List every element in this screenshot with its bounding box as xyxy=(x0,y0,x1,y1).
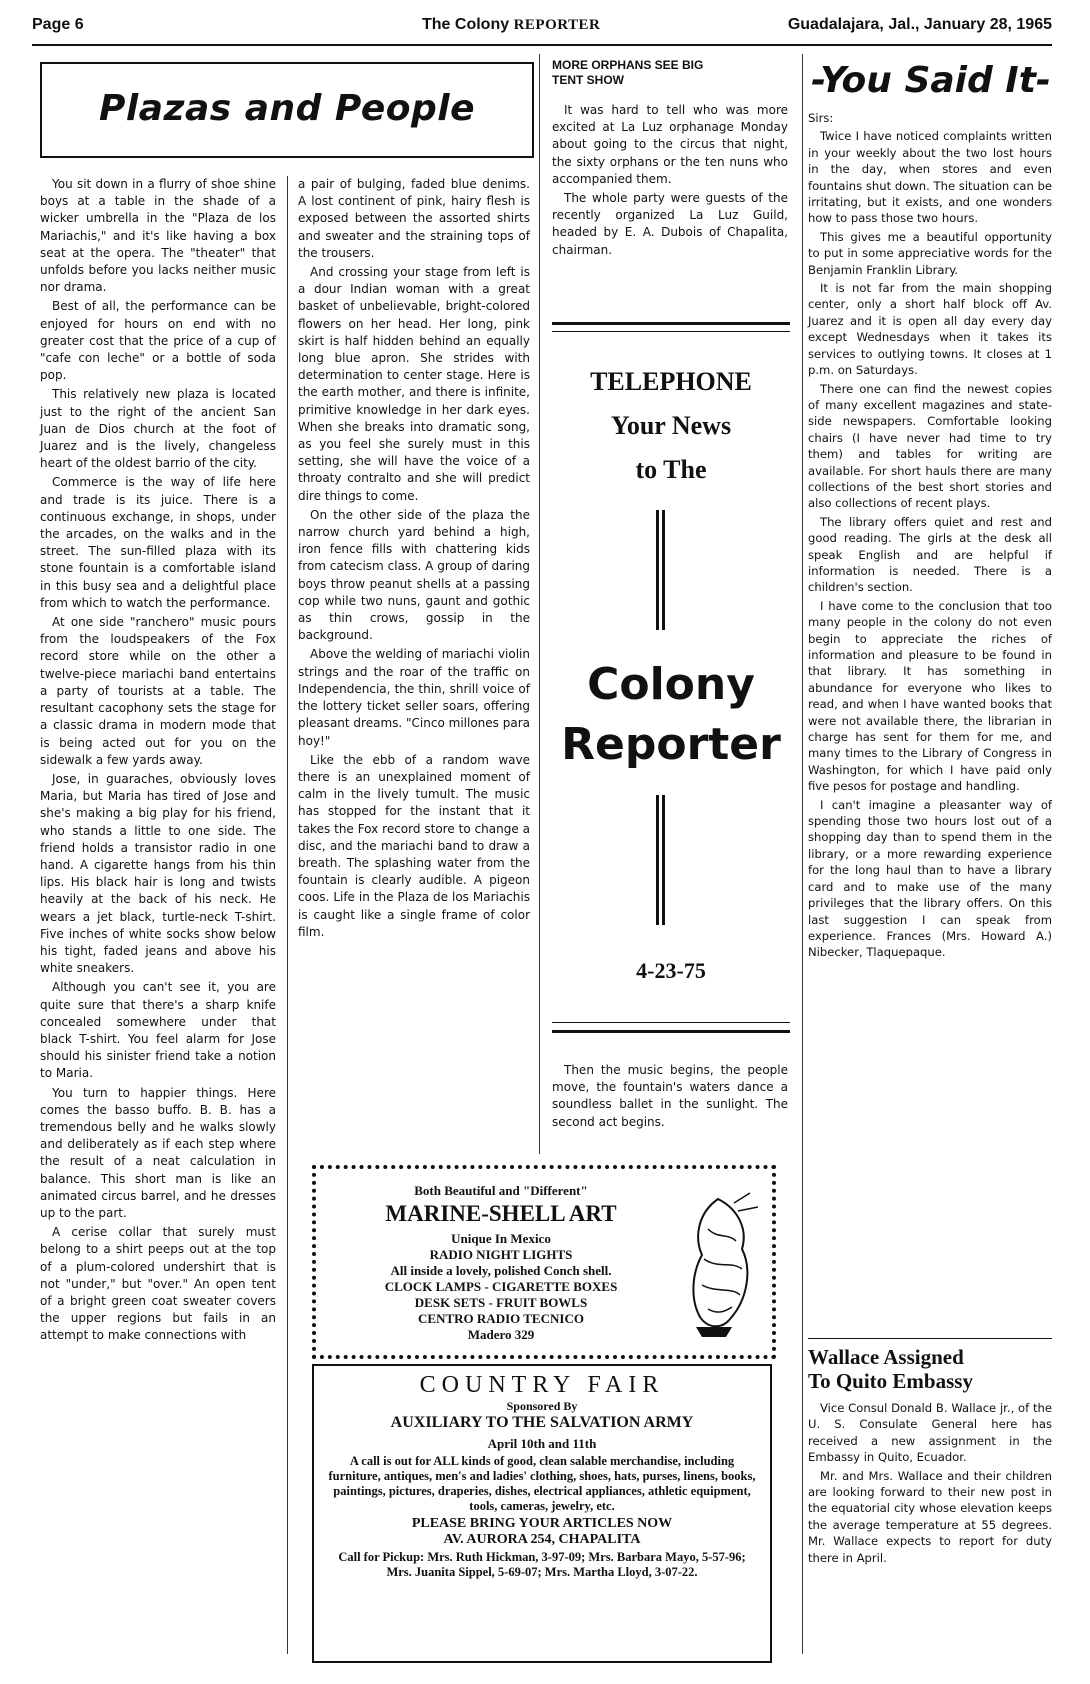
marine-line: DESK SETS - FRUIT BOWLS xyxy=(414,1295,588,1310)
paragraph: Mr. and Mrs. Wallace and their children are looking forward to their new post in the equatorial city whose elevation keeps the average temperature at 55 degrees. Mr. Wallace expects to report for duty there in April. xyxy=(808,1468,1052,1565)
paragraph: It is not far from the main shopping center, only a short half block off Av. Juarez and it is open all day every day except Wednesdays when it takes its services to outlying towns. It closes at 1 p.m. on Saturdays. xyxy=(808,281,1052,378)
paragraph: a pair of bulging, faded blue denims. A lost continent of pink, hairy flesh is exposed between the assorted shirts and sweater and the straining tops of the trousers. xyxy=(298,177,530,260)
marine-lines xyxy=(316,1231,686,1343)
marine-line: CENTRO RADIO TECNICO xyxy=(418,1311,584,1326)
plazas-column-1 xyxy=(40,176,276,1345)
fair-pickup: Call for Pickup: Mrs. Ruth Hickman, 3-97-09; Mrs. Barbara Mayo, 5-57-96; Mrs. Juanita Sippel, 5-69-07; Mrs. Martha Lloyd, 3-07-22. xyxy=(338,1550,746,1579)
page-header xyxy=(32,14,1052,42)
paragraph: Although you can't see it, you are quite sure that there's a sharp knife concealed somewhere under that black T-shirt. You feel alarm for Jose should his sinister friend take a notion to Maria. xyxy=(40,980,276,1081)
marine-line: RADIO NIGHT LIGHTS xyxy=(429,1247,573,1262)
paragraph: Vice Consul Donald B. Wallace jr., of the U. S. Consulate General here has received a new assignment in the Embassy in Quito, Ecuador. xyxy=(808,1401,1052,1465)
fair-title: COUNTRY FAIR xyxy=(419,1372,665,1398)
paragraph: There one can find the newest copies of many excellent magazines and state-side newspapers. Comfortable looking chairs (I have never had time to try them) and tables for writing are available. For short hauls there are many collections of the best short stories and also collections of recent plays. xyxy=(808,381,1052,511)
paragraph: On the other side of the plaza the narrow church yard behind a high, iron fence fills with chattering kids from catecism class. A group of daring boys throw peanut shells at a passing cop while two nuns, gaunt and gothic as thin crows, gossip in the background. xyxy=(298,507,530,643)
you-said-it-letter xyxy=(808,110,1052,961)
paragraph: I have come to the conclusion that too many people in the colony do not even begin to appreciate the riches of information and pleasure to be found in that library. It has something in abundance for everyone who likes to read, and when I have wanted books that were not available there, the librarian in charge has sent for them for me, and many times to the Library of Congress in Washington, for which I have paid only five pesos for postage and handling. xyxy=(808,598,1052,794)
paragraph: The library offers quiet and rest and good reading. The girls at the desk all speak English and are helpful if information is needed. There is a children's section. xyxy=(808,514,1052,595)
tel-line-3: to The xyxy=(635,455,707,484)
ad-top-rule xyxy=(552,322,790,325)
paragraph: This gives me a beautiful opportunity to put in some appreciative words for the Benjamin Franklin Library. xyxy=(808,229,1052,277)
marine-tagline: Both Beautiful and "Different" xyxy=(414,1183,588,1198)
wallace-story xyxy=(808,1400,1052,1566)
telephone-ad xyxy=(548,360,794,492)
tel-line-2: Your News xyxy=(610,411,732,440)
column-divider xyxy=(287,176,288,1654)
paragraph: Jose, in guaraches, obviously loves Maria, but Maria has tired of Jose and she's making a big play for his friend, who stands a little to one side. The friend holds a transistor radio in one hand. A cigarette hangs from his thin lips. His black hair is long and twists heavily at the back of his neck. He wears a jet black, turtle-neck T-shirt. Five inches of white socks show below his tight, faded jeans and above his white sneakers. xyxy=(40,771,276,976)
paper-title xyxy=(422,16,600,34)
decorative-bars xyxy=(656,795,668,925)
ad-top-rule xyxy=(552,331,790,332)
plazas-title: Plazas and People xyxy=(98,88,476,129)
fair-sponsored: Sponsored By xyxy=(506,1399,578,1413)
paragraph: Twice I have noticed complaints written in your weekly about the two lost hours in the day, when stores and even fountains shut down. The situation can be irritating, but it exists, and one wonders how to pass those two hours. xyxy=(808,129,1052,226)
ad-bottom-rule xyxy=(552,1022,790,1023)
paper-title-prefix: The Colony xyxy=(422,16,514,33)
telephone-ad-number-wrap xyxy=(548,958,794,984)
fair-address: AV. AURORA 254, CHAPALITA xyxy=(443,1532,641,1547)
telephone-number: 4-23-75 xyxy=(636,958,706,983)
page-number: Page 6 xyxy=(32,16,84,33)
paragraph: You sit down in a flurry of shoe shine boys at a table in the shade of a wicker umbrella in the "Plaza de los Mariachis," and it's like having a box seat at the opera. The "theater" that unfolds before you lacks neither music nor drama. xyxy=(40,177,276,295)
paragraph: You turn to happier things. Here comes the basso buffo. B. B. has a tremendous belly and he walks slowly and deliberately as if each step where the result of a neat calculation in balance. This short man is like an animated circus barrel, and he dresses up to the part. xyxy=(40,1085,276,1220)
country-fair-ad xyxy=(312,1364,772,1663)
column-divider xyxy=(802,54,803,1654)
plazas-column-2 xyxy=(298,176,530,941)
fair-bring: PLEASE BRING YOUR ARTICLES NOW xyxy=(411,1516,673,1531)
marine-name: MARINE-SHELL ART xyxy=(385,1201,617,1226)
wallace-headline-2: To Quito Embassy xyxy=(808,1369,973,1393)
colony-logo: Colony xyxy=(587,659,755,710)
paragraph: A cerise collar that surely must belong to a shirt peeps out at the top of a plum-colored undershirt that is not "under," but "over." An open tent of a bright green coat sweater covers the upper regions but fails in an attempt to make connections with xyxy=(40,1225,276,1343)
wallace-headline xyxy=(808,1345,1054,1393)
orphans-story xyxy=(552,102,788,259)
fair-org: AUXILIARY TO THE SALVATION ARMY xyxy=(390,1414,694,1431)
tel-line-1: TELEPHONE xyxy=(590,367,752,396)
orphans-headline: MORE ORPHANS SEE BIG TENT SHOW xyxy=(552,58,704,87)
marine-shell-ad xyxy=(312,1165,776,1359)
marine-line: Unique In Mexico xyxy=(451,1231,551,1246)
telephone-ad-logo xyxy=(548,655,794,775)
paragraph: At one side "ranchero" music pours from the loudspeakers of the Fox record store while on the other a twelve-piece mariachi band entertains a party of tourists at a table. The resultant cacophony sets the stage for a classic drama in modern mode that is being acted out for you on the sidewalk a few yards away. xyxy=(40,615,276,767)
decorative-bars xyxy=(656,510,668,630)
wallace-headline-1: Wallace Assigned xyxy=(808,1345,964,1369)
reporter-logo: Reporter xyxy=(561,719,781,770)
you-said-it-title: -You Said It- xyxy=(811,60,1051,101)
orphans-continued: Then the music begins, the people move, the fountain's waters dance a soundless ballet in the sunlight. The second act begins. xyxy=(552,1063,788,1129)
paragraph: The whole party were guests of the recently organized La Luz Guild, headed by E. A. Dubois of Chapalita, chairman. xyxy=(552,191,788,257)
paragraph: And crossing your stage from left is a dour Indian woman with a great basket of unbelievable, bright-colored flowers on her head. Her long, pink skirt is half hidden behind an equally long blue apron. She strides with determination to center stage. Here is the earth mother, and there is infinite, primitive knowledge in her dark eyes. When she breaks into dramatic song, as you feel she surely must in this setting, she will have the voice of a throaty contralto and she will predict dire things to come. xyxy=(298,265,530,503)
paper-title-logo: REPORTER xyxy=(513,17,601,33)
column-divider xyxy=(539,54,540,1154)
paragraph: I can't imagine a pleasanter way of spending those two hours lost out of a shopping day than to spend them in the library, or a more rewarding experience for the long haul than to have a library card and to make use of the many privileges that the library offers. On this last suggestion I can speak from experience. Frances (Mrs. Howard A.) Nibecker, Tlaquepaque. xyxy=(808,797,1052,960)
marine-line: CLOCK LAMPS - CIGARETTE BOXES xyxy=(384,1279,618,1294)
paragraph: Commerce is the way of life here and trade is its juice. There is a continuous exchange, in shops, under the arcades, on the walks and in the street. The sun-filled plaza with its stone fountain is a comfortable island in this busy sea and a delightful place from which to watch the performance. xyxy=(40,475,276,610)
fair-body: A call is out for ALL kinds of good, clean salable merchandise, including furniture, antiques, men's and ladies' clothing, shoes, hats, purses, linens, books, paintings, pictures, draperies, dishes, electrical appliances, athletic equipment, tools, cameras, jewelry, etc. xyxy=(328,1454,756,1513)
dateline: Guadalajara, Jal., January 28, 1965 xyxy=(787,16,1052,33)
paragraph: This relatively new plaza is located just to the right of the ancient San Juan de Dios church at the foot of Juarez and is the lively, changeless heart of the oldest barrio of the city. xyxy=(40,387,276,471)
marine-line: All inside a lovely, polished Conch shell. xyxy=(390,1263,612,1278)
header-rule xyxy=(32,44,1052,46)
conch-shell-illustration xyxy=(678,1189,762,1339)
paragraph: Above the welding of mariachi violin strings and the roar of the traffic on Independencia, the thin, shrill voice of the lottery ticket seller soars, offering pleasant dreams. "Cinco millones para hoy!" xyxy=(298,647,530,748)
wallace-top-rule xyxy=(808,1338,1052,1339)
paragraph: It was hard to tell who was more excited at La Luz orphanage Monday about going to the circus that night, the sixty orphans or the ten nuns who accompanied them. xyxy=(552,103,788,186)
paragraph: Like the ebb of a random wave there is an unexplained moment of calm in the lively tumult. The music has stopped for the instant that it takes the Fox record store to change a disc, and the mariachi band to draw a breath. The splashing water from the fountain is clearly audible. A pigeon coos. Life in the Plaza de los Mariachis is caught like a single frame of color film. xyxy=(298,752,530,939)
salutation: Sirs: xyxy=(808,111,834,125)
paragraph: Best of all, the performance can be enjoyed for hours on end with no greater cost that the price of a cup of "cafe con leche" or a bottle of soda pop. xyxy=(40,299,276,383)
ad-bottom-rule xyxy=(552,1030,790,1033)
marine-line: Madero 329 xyxy=(467,1327,535,1342)
fair-dates: April 10th and 11th xyxy=(487,1436,597,1451)
